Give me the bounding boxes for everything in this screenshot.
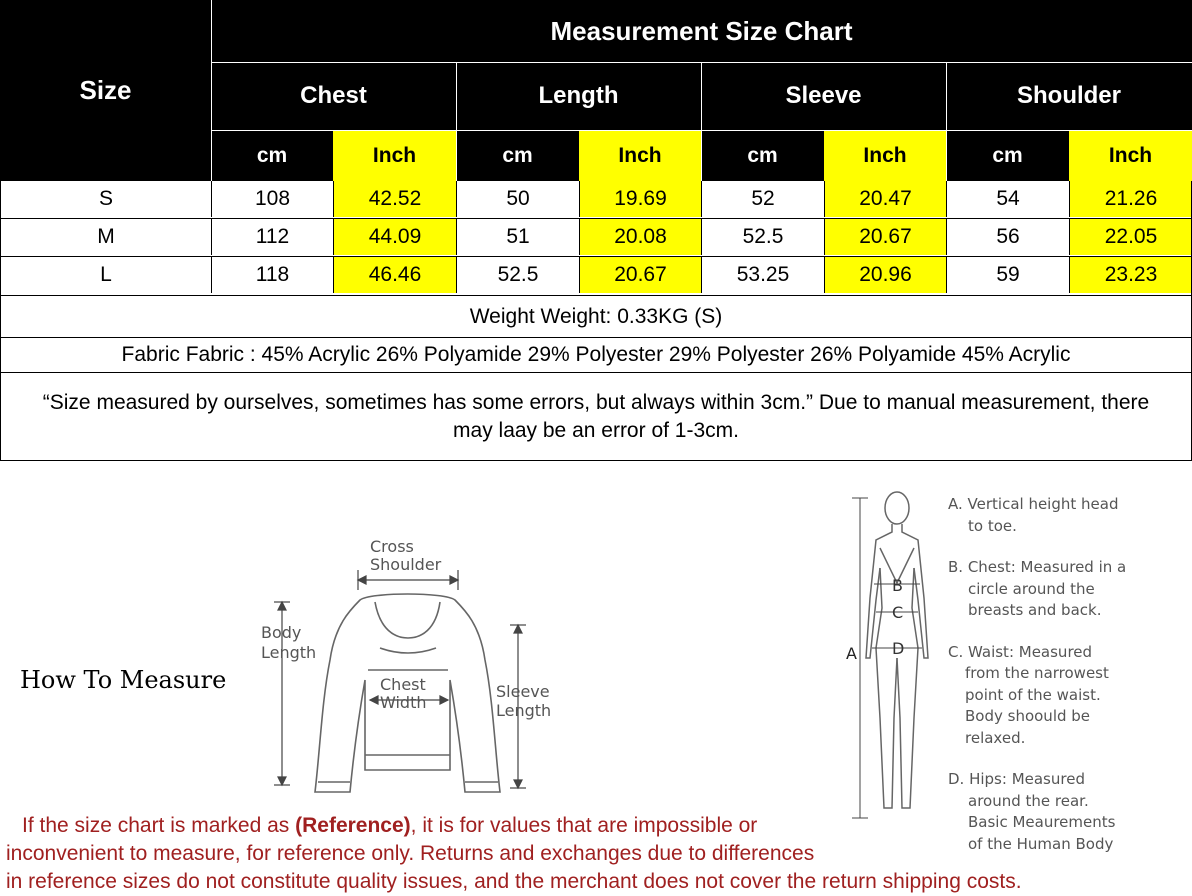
notice-line: inconvenient to measure, for reference only. Returns and exchanges due to differences <box>6 842 815 865</box>
disclaimer-line: may laay be an error of 1-3cm. <box>453 418 739 442</box>
frame-left <box>0 181 1 460</box>
legend-line: Basic Meaurements <box>968 813 1116 831</box>
inch-value-cell: 20.47 <box>825 181 947 217</box>
disclaimer-line: “Size measured by ourselves, sometimes has some errors, but always within 3cm.” Due to manual measurement, there <box>42 390 1150 414</box>
inch-value-cell: 21.26 <box>1070 181 1192 217</box>
body-figure-diagram <box>840 488 940 838</box>
legend-line: Body shoould be <box>965 707 1091 725</box>
unit-cm: cm <box>211 130 333 181</box>
cm-value-cell: 112 <box>212 219 334 255</box>
size-column-header: Size <box>79 75 132 105</box>
cm-value-cell: 53.25 <box>702 257 825 293</box>
cm-value-cell: 52.5 <box>702 219 825 255</box>
size-cell: L <box>1 257 212 293</box>
notice-reference: (Reference) <box>295 814 411 837</box>
sleeve-length-label: Sleeve <box>496 682 550 701</box>
inch-value-cell: 42.52 <box>334 181 457 217</box>
notice-text: , it is for values that are impossible or <box>410 814 758 837</box>
measurement-legend <box>948 494 1126 855</box>
unit-cm: cm <box>946 130 1069 181</box>
divider <box>701 62 702 181</box>
how-to-measure-title: How To Measure <box>20 666 227 694</box>
divider <box>946 62 947 181</box>
unit-cm: cm <box>701 130 824 181</box>
cm-value-cell: 51 <box>457 219 580 255</box>
cm-value-cell: 56 <box>947 219 1070 255</box>
spacer <box>948 537 1126 557</box>
legend-line: D. Hips: Measured <box>948 770 1085 788</box>
inch-value-cell: 44.09 <box>334 219 457 255</box>
unit-inch: Inch <box>579 130 701 181</box>
table-body <box>0 181 1192 295</box>
inch-value-cell: 23.23 <box>1070 257 1192 293</box>
inch-value-cell: 19.69 <box>580 181 702 217</box>
unit-inch: Inch <box>824 130 946 181</box>
reference-notice <box>0 812 1192 896</box>
legend-line: point of the waist. <box>965 685 1101 704</box>
disclaimer-row <box>0 373 1192 460</box>
table-row <box>1 257 1192 294</box>
chest-width-label: Chest <box>380 675 426 694</box>
cm-value-cell: 50 <box>457 181 580 217</box>
inch-value-cell: 20.67 <box>825 219 947 255</box>
size-cell: M <box>1 219 212 255</box>
group-header-shoulder: Shoulder <box>1016 82 1121 109</box>
spacer <box>948 622 1126 642</box>
chart-title: Measurement Size Chart <box>550 15 853 46</box>
group-header-chest: Chest <box>300 82 367 109</box>
legend-line: around the rear. <box>968 791 1089 810</box>
inch-value-cell: 46.46 <box>334 257 457 293</box>
legend-line: A. Vertical height head <box>948 495 1119 513</box>
unit-cm: cm <box>456 130 579 181</box>
sweater-diagram <box>250 530 570 810</box>
cm-value-cell: 54 <box>947 181 1070 217</box>
divider <box>211 62 1192 63</box>
notice-line: in reference sizes do not constitute quality issues, and the merchant does not cover the return shipping costs. <box>6 870 1022 893</box>
fabric-row: Fabric Fabric : 45% Acrylic 26% Polyamide 29% Polyester 29% Polyester 26% Polyamide 45% Acrylic <box>121 343 1071 366</box>
divider <box>456 62 457 181</box>
cm-value-cell: 52 <box>702 181 825 217</box>
legend-line: relaxed. <box>965 728 1026 747</box>
body-length-label: Length <box>261 643 317 662</box>
body-letter-c: C <box>892 603 904 622</box>
notice-line <box>0 812 1192 840</box>
chest-width-label: Width <box>380 693 427 712</box>
legend-line: B. Chest: Measured in a <box>948 558 1127 576</box>
cm-value-cell: 52.5 <box>457 257 580 293</box>
body-letter-d: D <box>892 639 905 658</box>
notice-text: If the size chart is marked as <box>22 814 296 837</box>
table-header <box>0 0 1192 181</box>
cm-value-cell: 108 <box>212 181 334 217</box>
table-row <box>1 181 1192 218</box>
cm-value-cell: 118 <box>212 257 334 293</box>
body-letter-b: B <box>892 576 903 595</box>
inch-value-cell: 22.05 <box>1070 219 1192 255</box>
group-header-length: Length <box>538 82 619 109</box>
group-header-sleeve: Sleeve <box>785 82 862 109</box>
divider <box>0 460 1192 461</box>
body-letter-a: A <box>846 644 857 663</box>
sleeve-length-label: Length <box>496 701 552 720</box>
divider <box>211 0 212 181</box>
cross-shoulder-label: Cross <box>370 537 414 556</box>
unit-inch: Inch <box>1069 130 1192 181</box>
legend-line: to toe. <box>968 516 1017 535</box>
size-cell: S <box>1 181 212 217</box>
inch-value-cell: 20.08 <box>580 219 702 255</box>
body-length-label: Body <box>261 623 302 642</box>
table-row <box>1 219 1192 256</box>
inch-value-cell: 20.96 <box>825 257 947 293</box>
legend-line: of the Human Body <box>968 834 1114 853</box>
legend-line: breasts and back. <box>968 601 1102 619</box>
cross-shoulder-label: Shoulder <box>370 555 442 574</box>
weight-row: Weight Weight: 0.33KG (S) <box>469 304 723 328</box>
unit-inch: Inch <box>333 130 456 181</box>
legend-line: C. Waist: Measured <box>948 642 1093 661</box>
legend-line: from the narrowest <box>965 664 1109 682</box>
legend-line: circle around the <box>968 579 1095 598</box>
cm-value-cell: 59 <box>947 257 1070 293</box>
inch-value-cell: 20.67 <box>580 257 702 293</box>
spacer <box>948 749 1126 769</box>
divider <box>211 130 1192 131</box>
